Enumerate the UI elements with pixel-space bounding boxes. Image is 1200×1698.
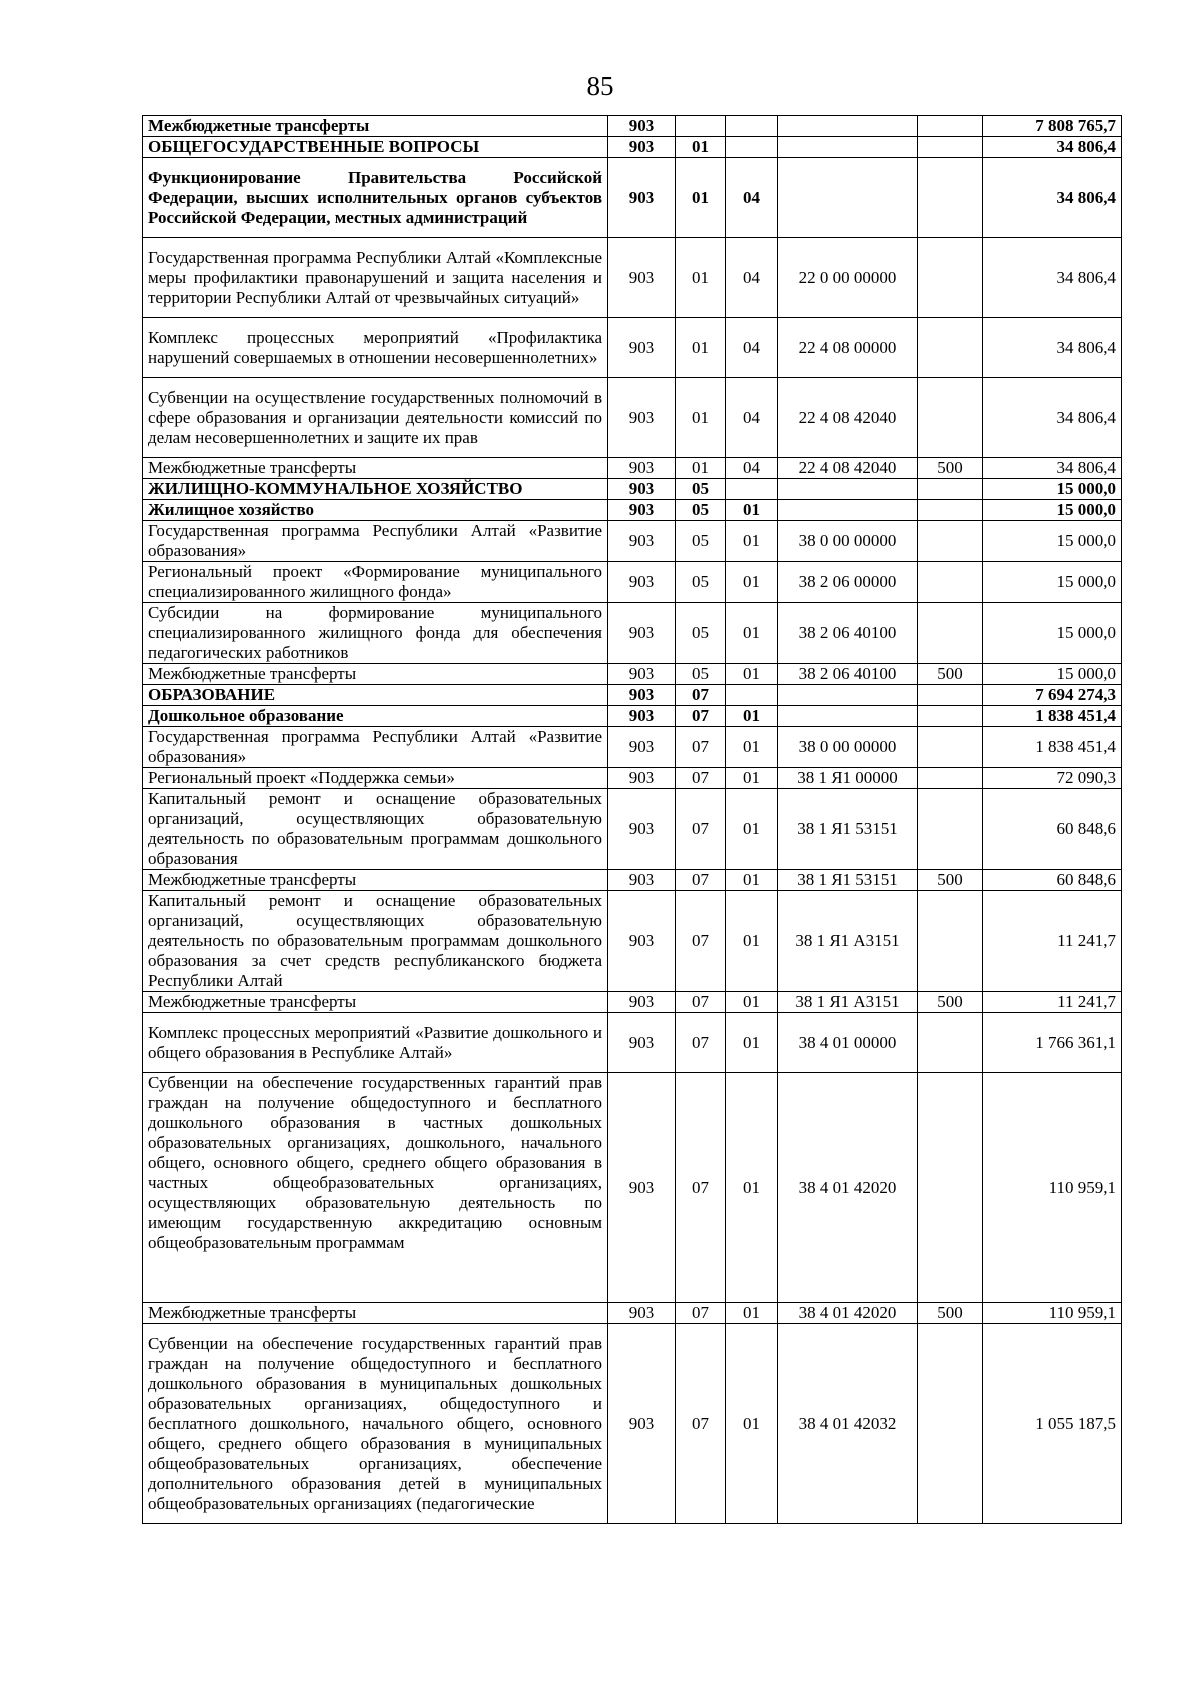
row-rz-cell: 01 [676,378,726,458]
row-sum-cell: 7 808 765,7 [983,116,1122,137]
row-vr-cell: 500 [918,664,983,685]
row-pr-cell [726,685,778,706]
table-row [143,891,1122,992]
row-sum-cell: 34 806,4 [983,318,1122,378]
row-name-cell: Межбюджетные трансферты [143,458,608,479]
row-pr-cell: 01 [726,870,778,891]
table-row [143,685,1122,706]
row-sum-cell: 7 694 274,3 [983,685,1122,706]
row-pr-cell: 01 [726,789,778,870]
row-sum-cell: 11 241,7 [983,992,1122,1013]
table-row [143,706,1122,727]
row-rz-cell: 07 [676,992,726,1013]
row-sum-cell: 34 806,4 [983,458,1122,479]
row-csr-cell: 38 1 Я1 А3151 [778,891,918,992]
row-ved-cell: 903 [608,137,676,158]
row-vr-cell [918,562,983,603]
row-name-cell: Межбюджетные трансферты [143,992,608,1013]
row-pr-cell: 04 [726,378,778,458]
row-ved-cell: 903 [608,116,676,137]
row-vr-cell [918,685,983,706]
table-row [143,768,1122,789]
row-name-cell: Субвенции на обеспечение государственных гарантий прав граждан на получение общедоступного и бесплатного дошкольного образования в муниципальных дошкольных образовательных организациях, общедоступного и бесплатного дошкольного, начального общего, основного общего, среднего общего образования в муниципальных общеобразовательных организациях, обеспечение дополнительного образования детей в муниципальных общеобразовательных организациях (педагогические [143,1324,608,1524]
table-row [143,1013,1122,1073]
row-pr-cell: 01 [726,1013,778,1073]
row-rz-cell: 05 [676,603,726,664]
row-vr-cell [918,706,983,727]
row-sum-cell: 15 000,0 [983,500,1122,521]
row-rz-cell: 07 [676,706,726,727]
row-rz-cell: 07 [676,727,726,768]
row-pr-cell: 01 [726,706,778,727]
row-ved-cell: 903 [608,727,676,768]
row-vr-cell [918,1324,983,1524]
row-name-cell: Комплекс процессных мероприятий «Профилактика нарушений совершаемых в отношении несовершеннолетних» [143,318,608,378]
table-row [143,521,1122,562]
row-csr-cell: 38 4 01 42020 [778,1073,918,1303]
row-sum-cell: 15 000,0 [983,664,1122,685]
row-ved-cell: 903 [608,238,676,318]
row-name-cell: Межбюджетные трансферты [143,870,608,891]
row-csr-cell [778,158,918,238]
row-name-cell: Межбюджетные трансферты [143,664,608,685]
table-row [143,318,1122,378]
row-vr-cell [918,500,983,521]
row-name-cell: Государственная программа Республики Алтай «Комплексные меры профилактики правонарушений и защита населения и территории Республики Алтай от чрезвычайных ситуаций» [143,238,608,318]
row-rz-cell: 07 [676,768,726,789]
row-vr-cell [918,378,983,458]
table-row [143,458,1122,479]
row-sum-cell: 34 806,4 [983,238,1122,318]
row-ved-cell: 903 [608,685,676,706]
row-sum-cell: 15 000,0 [983,521,1122,562]
row-name-cell: Государственная программа Республики Алтай «Развитие образования» [143,521,608,562]
table-row [143,137,1122,158]
row-csr-cell [778,479,918,500]
row-sum-cell: 34 806,4 [983,158,1122,238]
row-name-cell: Капитальный ремонт и оснащение образовательных организаций, осуществляющих образовательную деятельность по образовательным программам дошкольного образования [143,789,608,870]
row-ved-cell: 903 [608,664,676,685]
row-rz-cell: 07 [676,870,726,891]
row-pr-cell: 01 [726,1324,778,1524]
row-csr-cell: 38 0 00 00000 [778,727,918,768]
row-sum-cell: 1 838 451,4 [983,727,1122,768]
row-name-cell: Субвенции на осуществление государственных полномочий в сфере образования и организации деятельности комиссий по делам несовершеннолетних и защите их прав [143,378,608,458]
row-pr-cell: 01 [726,768,778,789]
table-row [143,238,1122,318]
row-rz-cell: 07 [676,891,726,992]
row-vr-cell [918,116,983,137]
row-name-cell: Жилищное хозяйство [143,500,608,521]
row-ved-cell: 903 [608,603,676,664]
row-name-cell: Межбюджетные трансферты [143,1303,608,1324]
row-vr-cell [918,603,983,664]
row-vr-cell [918,318,983,378]
row-rz-cell [676,116,726,137]
table-row [143,378,1122,458]
table-row [143,603,1122,664]
row-csr-cell [778,685,918,706]
row-vr-cell [918,238,983,318]
row-ved-cell: 903 [608,706,676,727]
row-csr-cell [778,706,918,727]
row-pr-cell: 01 [726,664,778,685]
row-sum-cell: 60 848,6 [983,870,1122,891]
row-pr-cell [726,479,778,500]
row-rz-cell: 07 [676,1013,726,1073]
row-pr-cell: 04 [726,458,778,479]
row-ved-cell: 903 [608,158,676,238]
row-sum-cell: 15 000,0 [983,562,1122,603]
row-pr-cell: 04 [726,318,778,378]
row-name-cell: Дошкольное образование [143,706,608,727]
row-rz-cell: 05 [676,521,726,562]
row-ved-cell: 903 [608,562,676,603]
row-csr-cell: 38 4 01 42032 [778,1324,918,1524]
row-rz-cell: 01 [676,458,726,479]
table-row [143,1073,1122,1303]
row-name-cell: Капитальный ремонт и оснащение образовательных организаций, осуществляющих образовательную деятельность по образовательным программам дошкольного образования за счет средств республиканского бюджета Республики Алтай [143,891,608,992]
row-sum-cell: 1 766 361,1 [983,1013,1122,1073]
row-vr-cell [918,789,983,870]
row-pr-cell [726,116,778,137]
row-pr-cell: 01 [726,521,778,562]
row-rz-cell: 05 [676,500,726,521]
row-csr-cell [778,137,918,158]
row-sum-cell: 60 848,6 [983,789,1122,870]
row-sum-cell: 15 000,0 [983,479,1122,500]
row-rz-cell: 01 [676,158,726,238]
row-vr-cell [918,727,983,768]
row-rz-cell: 01 [676,137,726,158]
row-vr-cell [918,891,983,992]
row-csr-cell: 38 4 01 42020 [778,1303,918,1324]
row-name-cell: Функционирование Правительства Российской Федерации, высших исполнительных органов субъектов Российской Федерации, местных администраций [143,158,608,238]
table-row [143,562,1122,603]
row-vr-cell: 500 [918,1303,983,1324]
row-vr-cell [918,1073,983,1303]
row-name-cell: Субвенции на обеспечение государственных гарантий прав граждан на получение общедоступного и бесплатного дошкольного образования в частных дошкольных образовательных организациях, дошкольного, начального общего, основного общего, среднего общего образования в частных общеобразовательных организациях, осуществляющих образовательную деятельность по имеющим государственную аккредитацию основным общеобразовательным программам [143,1073,608,1303]
row-csr-cell: 22 4 08 42040 [778,378,918,458]
table-row [143,664,1122,685]
row-pr-cell [726,137,778,158]
row-name-cell: Региональный проект «Формирование муниципального специализированного жилищного фонда» [143,562,608,603]
row-ved-cell: 903 [608,458,676,479]
table-row [143,1324,1122,1524]
row-name-cell: Межбюджетные трансферты [143,116,608,137]
row-vr-cell [918,768,983,789]
row-rz-cell: 05 [676,664,726,685]
row-csr-cell [778,500,918,521]
row-sum-cell: 1 838 451,4 [983,706,1122,727]
row-sum-cell: 34 806,4 [983,137,1122,158]
row-csr-cell: 38 2 06 40100 [778,603,918,664]
row-name-cell: Региональный проект «Поддержка семьи» [143,768,608,789]
row-name-cell: Комплекс процессных мероприятий «Развитие дошкольного и общего образования в Республике Алтай» [143,1013,608,1073]
row-vr-cell: 500 [918,458,983,479]
row-ved-cell: 903 [608,1324,676,1524]
row-name-cell: ОБРАЗОВАНИЕ [143,685,608,706]
row-csr-cell: 38 1 Я1 А3151 [778,992,918,1013]
row-ved-cell: 903 [608,1013,676,1073]
budget-table [142,115,1122,1524]
row-sum-cell: 15 000,0 [983,603,1122,664]
table-row [143,727,1122,768]
row-pr-cell: 01 [726,891,778,992]
row-sum-cell: 110 959,1 [983,1303,1122,1324]
row-pr-cell: 01 [726,992,778,1013]
row-csr-cell: 22 4 08 42040 [778,458,918,479]
row-ved-cell: 903 [608,768,676,789]
row-vr-cell [918,521,983,562]
row-csr-cell: 22 4 08 00000 [778,318,918,378]
row-vr-cell [918,158,983,238]
row-csr-cell: 38 4 01 00000 [778,1013,918,1073]
budget-table-body [143,116,1122,1524]
row-sum-cell: 110 959,1 [983,1073,1122,1303]
table-row [143,992,1122,1013]
row-pr-cell: 01 [726,727,778,768]
table-row [143,479,1122,500]
row-csr-cell: 38 0 00 00000 [778,521,918,562]
row-name-cell: Субсидии на формирование муниципального специализированного жилищного фонда для обеспечения педагогических работников [143,603,608,664]
row-sum-cell: 72 090,3 [983,768,1122,789]
table-row [143,158,1122,238]
page-number: 85 [586,71,614,101]
row-name-cell: ОБЩЕГОСУДАРСТВЕННЫЕ ВОПРОСЫ [143,137,608,158]
row-pr-cell: 01 [726,1303,778,1324]
row-ved-cell: 903 [608,891,676,992]
row-name-cell: ЖИЛИЩНО-КОММУНАЛЬНОЕ ХОЗЯЙСТВО [143,479,608,500]
row-ved-cell: 903 [608,870,676,891]
row-pr-cell: 04 [726,158,778,238]
row-csr-cell: 38 1 Я1 53151 [778,870,918,891]
row-rz-cell: 05 [676,479,726,500]
row-rz-cell: 07 [676,789,726,870]
row-vr-cell: 500 [918,992,983,1013]
row-ved-cell: 903 [608,500,676,521]
row-ved-cell: 903 [608,1073,676,1303]
row-ved-cell: 903 [608,318,676,378]
row-csr-cell: 38 2 06 00000 [778,562,918,603]
row-rz-cell: 07 [676,1324,726,1524]
row-rz-cell: 07 [676,1073,726,1303]
row-ved-cell: 903 [608,789,676,870]
table-row [143,1303,1122,1324]
row-csr-cell [778,116,918,137]
row-pr-cell: 04 [726,238,778,318]
row-ved-cell: 903 [608,479,676,500]
row-csr-cell: 22 0 00 00000 [778,238,918,318]
row-csr-cell: 38 1 Я1 53151 [778,789,918,870]
row-rz-cell: 05 [676,562,726,603]
row-vr-cell [918,137,983,158]
row-sum-cell: 11 241,7 [983,891,1122,992]
row-pr-cell: 01 [726,603,778,664]
row-rz-cell: 07 [676,1303,726,1324]
table-row [143,116,1122,137]
row-vr-cell: 500 [918,870,983,891]
row-ved-cell: 903 [608,521,676,562]
row-vr-cell [918,1013,983,1073]
table-row [143,789,1122,870]
row-vr-cell [918,479,983,500]
row-sum-cell: 34 806,4 [983,378,1122,458]
row-rz-cell: 01 [676,318,726,378]
row-ved-cell: 903 [608,992,676,1013]
row-csr-cell: 38 1 Я1 00000 [778,768,918,789]
table-row [143,870,1122,891]
row-rz-cell: 01 [676,238,726,318]
row-rz-cell: 07 [676,685,726,706]
row-pr-cell: 01 [726,562,778,603]
row-pr-cell: 01 [726,1073,778,1303]
row-csr-cell: 38 2 06 40100 [778,664,918,685]
table-row [143,500,1122,521]
row-name-cell: Государственная программа Республики Алтай «Развитие образования» [143,727,608,768]
row-sum-cell: 1 055 187,5 [983,1324,1122,1524]
row-ved-cell: 903 [608,1303,676,1324]
row-pr-cell: 01 [726,500,778,521]
row-ved-cell: 903 [608,378,676,458]
